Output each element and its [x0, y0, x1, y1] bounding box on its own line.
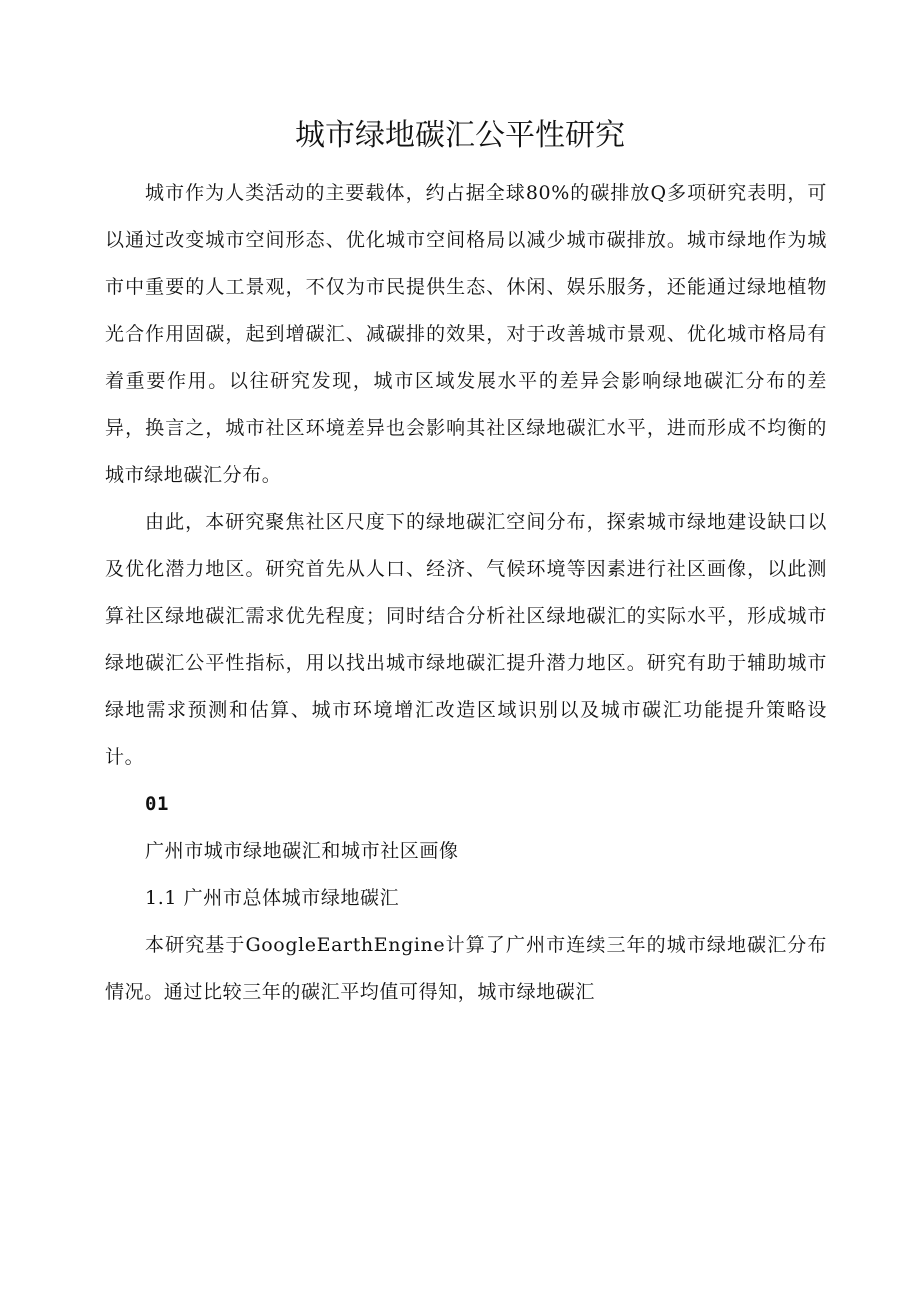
section-title: 广州市城市绿地碳汇和城市社区画像 — [145, 840, 459, 862]
section-number-text: 01 — [145, 793, 170, 815]
section-number — [105, 781, 827, 828]
subsection-title: 1.1 广州市总体城市绿地碳汇 — [145, 887, 400, 909]
document-body — [105, 170, 827, 1016]
paragraph-gee-method: 本研究基于GoogleEarthEngine计算了广州市连续三年的城市绿地碳汇分布情况。通过比较三年的碳汇平均值可得知，城市绿地碳汇 — [105, 934, 827, 1003]
paragraph-research-focus: 由此，本研究聚焦社区尺度下的绿地碳汇空间分布，探索城市绿地建设缺口以及优化潜力地区。研究首先从人口、经济、气候环境等因素进行社区画像，以此测算社区绿地碳汇需求优先程度；同时结合分析社区绿地碳汇的实际水平，形成城市绿地碳汇公平性指标，用以找出城市绿地碳汇提升潜力地区。研究有助于辅助城市绿地需求预测和估算、城市环境增汇改造区域识别以及城市碳汇功能提升策略设计。 — [105, 511, 827, 768]
document-title: 城市绿地碳汇公平性研究 — [295, 118, 625, 153]
paragraph-intro: 城市作为人类活动的主要载体，约占据全球80%的碳排放Q多项研究表明，可以通过改变城市空间形态、优化城市空间格局以减少城市碳排放。城市绿地作为城市中重要的人工景观，不仅为市民提供生态、休闲、娱乐服务，还能通过绿地植物光合作用固碳，起到增碳汇、减碳排的效果，对于改善城市景观、优化城市格局有着重要作用。以往研究发现，城市区域发展水平的差异会影响绿地碳汇分布的差异，换言之，城市社区环境差异也会影响其社区绿地碳汇水平，进而形成不均衡的城市绿地碳汇分布。 — [105, 182, 827, 486]
